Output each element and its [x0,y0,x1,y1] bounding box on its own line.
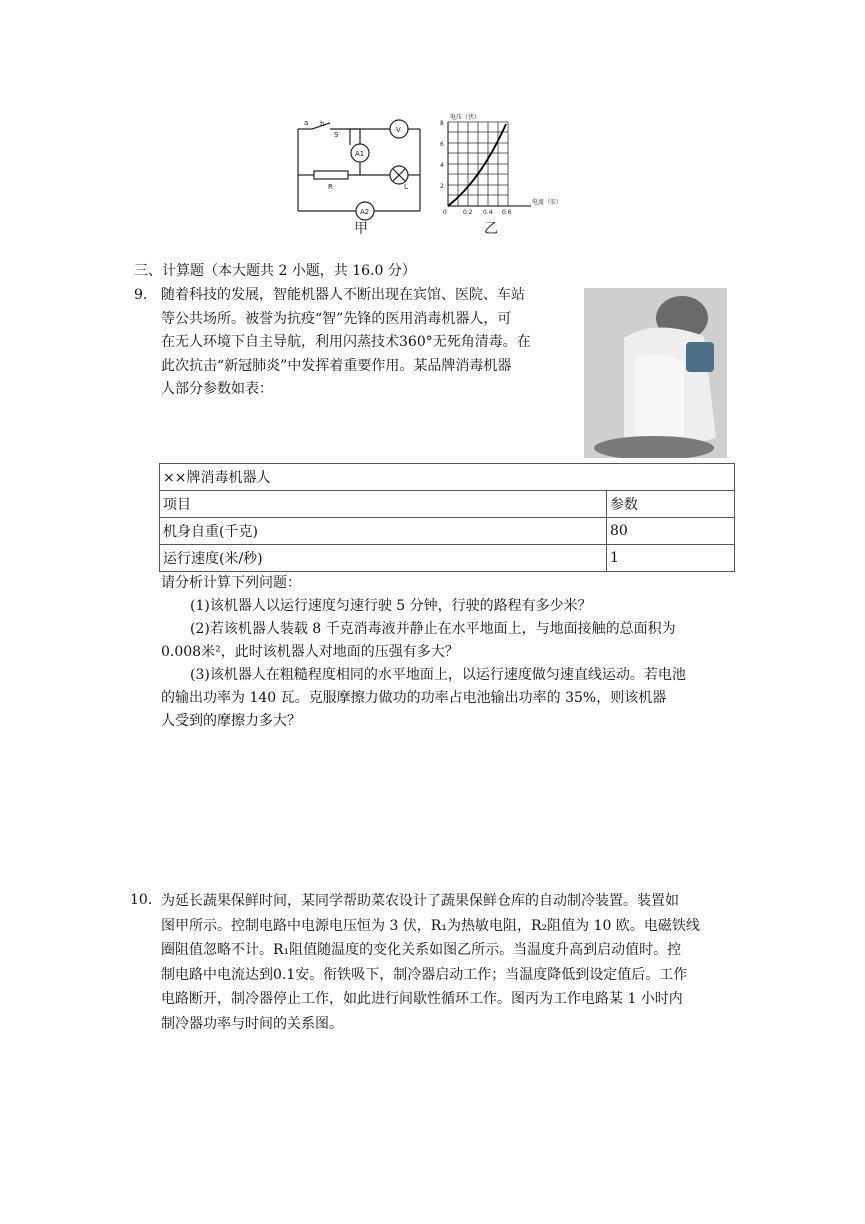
q10-line: 图甲所示。控制电路中电源电压恒为 3 伏，R₁为热敏电阻，R₂阻值为 10 欧。电磁铁线 [161,917,700,934]
circuit-label-r: R [328,183,333,191]
robot-param-table [159,463,735,572]
q9-intro-line: 随着科技的发展，智能机器人不断出现在宾馆、医院、车站 [161,287,525,303]
q9-sub2-b: 0.008米²，此时该机器人对地面的压强有多大？ [161,644,459,660]
graph-ytick-2: 2 [440,183,444,190]
q10-line: 制冷器功率与时间的关系图。 [161,1015,343,1032]
robot-photo [584,288,727,458]
table-cell: 运行速度(米/秒) [160,545,607,572]
table-row [160,545,735,572]
iv-graph [436,110,576,235]
q9-intro-line: 人部分参数如表： [161,381,273,397]
q9-sub3-c: 人受到的摩擦力多大？ [161,713,301,729]
graph-ytick-6: 6 [440,141,444,148]
graph-ylabel: 电压（伏） [450,114,481,121]
q10-number: 10. [130,892,153,908]
q10-line: 制电路中电流达到0.1安。衔铁吸下，制冷器启动工作；当温度降低到设定值后。工作 [161,966,688,983]
q10-body [161,889,741,1036]
q9-intro-line: 此次抗击“新冠肺炎”中发挥着重要作用。某品牌消毒机器 [161,357,512,374]
q9-intro [161,284,581,402]
q9-intro-line: 在无人环境下自主导航，利用闪蒸技术360°无死角清毒。在 [161,334,531,350]
q10-line: 电路断开，制冷器停止工作，如此进行间歇性循环工作。图丙为工作电路某 1 小时内 [161,991,683,1007]
circuit-label-a2: A2 [360,208,370,216]
table-row [160,518,735,545]
graph-xtick-02: 0.2 [463,209,473,216]
graph-ytick-8: 8 [440,120,444,127]
table-cell: 80 [607,518,735,545]
q10-line: 圈阻值忽略不计。R₁阻值随温度的变化关系如图乙所示。当温度升高到启动值时。控 [161,942,682,958]
circuit-label-b: b [320,120,325,128]
table-header-value: 参数 [607,491,735,518]
graph-caption: 乙 [484,221,498,235]
circuit-label-l: L [404,183,408,191]
q9-sub2-a: (2)若该机器人装载 8 千克消毒液并静止在水平地面上，与地面接触的总面积为 [190,621,676,637]
table-header-item: 项目 [160,491,607,518]
circuit-label-s: S [334,131,339,139]
graph-ytick-4: 4 [440,162,444,169]
circuit-label-a1: A1 [355,150,365,158]
section-heading: 三、计算题（本大题共 2 小题，共 16.0 分） [134,263,416,279]
q9-sub3-a: (3)该机器人在粗糙程度相同的水平地面上，以运行速度做匀速直线运动。若电池 [190,667,686,683]
circuit-diagram [290,115,430,235]
graph-xtick-06: 0.6 [502,209,512,216]
circuit-label-v: V [396,126,401,134]
q9-prompt: 请分析计算下列问题： [161,575,301,591]
q10-line: 为延长蔬果保鲜时间，某同学帮助菜农设计了蔬果保鲜仓库的自动制冷装置。装置如 [161,893,679,909]
graph-xtick-0: 0 [443,209,447,216]
q9-number: 9. [134,287,148,303]
q9-sub3-b: 的输出功率为 140 瓦。克服摩擦力做功的功率占电池输出功率的 35%，则该机器 [161,690,667,706]
table-cell: 机身自重(千克) [160,518,607,545]
circuit-caption: 甲 [354,221,368,235]
table-title: ××牌消毒机器人 [160,464,735,491]
table-cell: 1 [607,545,735,572]
graph-xtick-04: 0.4 [483,209,493,216]
circuit-label-a: a [304,119,309,127]
graph-xlabel: 电流（安） [532,199,563,206]
q9-sub1: (1)该机器人以运行速度匀速行驶 5 分钟，行驶的路程有多少米？ [190,598,592,614]
q9-intro-line: 等公共场所。被誉为抗疫“智”先锋的医用消毒机器人，可 [161,310,512,327]
table-row [160,491,735,518]
